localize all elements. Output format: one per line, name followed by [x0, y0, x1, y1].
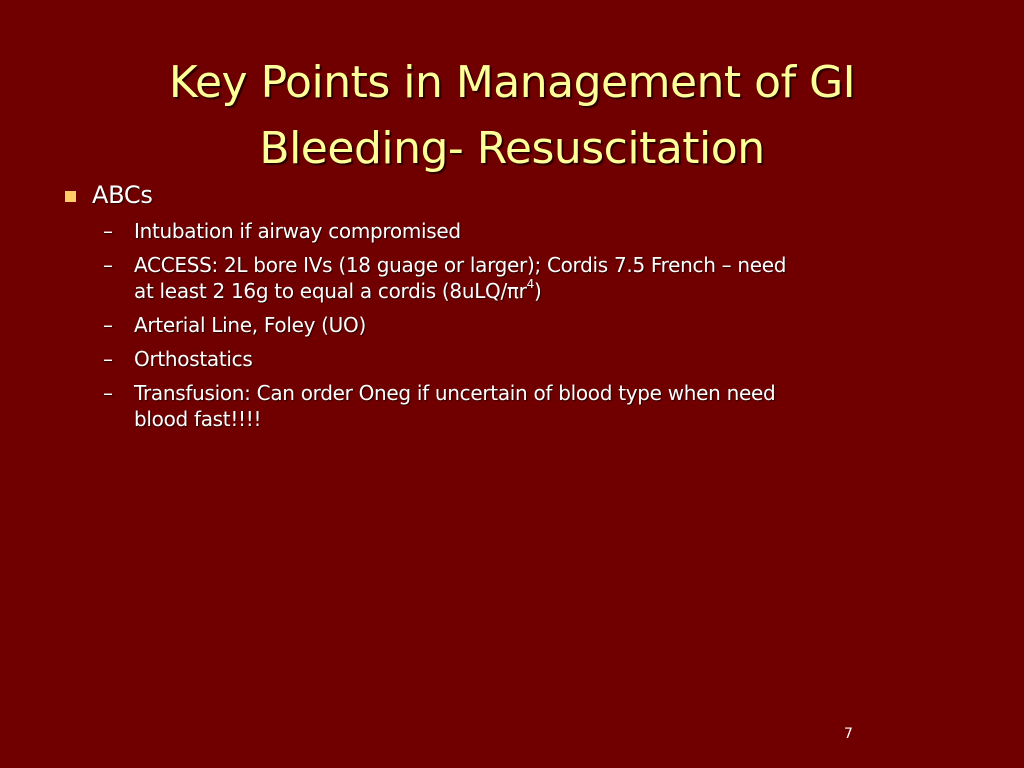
subitem-text: Intubation if airway compromised — [134, 219, 461, 243]
title-line-2: Bleeding- Resuscitation — [259, 123, 765, 174]
subitem-text-line1: Transfusion: Can order Oneg if uncertain of blood type when need — [134, 381, 776, 405]
subitem-text-line2: blood fast!!!! — [134, 407, 262, 431]
subitem-text-line2 — [134, 278, 964, 304]
slide-body — [0, 178, 1024, 440]
subitem-text: Arterial Line, Foley (UO) — [134, 313, 366, 337]
bullet-item-abcs — [0, 178, 1024, 218]
subitem-text: Orthostatics — [134, 347, 253, 371]
subitem-access — [0, 252, 1024, 304]
bullet-text: ABCs — [92, 181, 153, 209]
slide-title — [60, 50, 964, 182]
subitem-arterial-line — [0, 312, 1024, 338]
square-bullet-icon — [65, 191, 76, 202]
dash-marker: – — [103, 381, 113, 405]
dash-marker: – — [103, 253, 113, 277]
dash-marker: – — [103, 219, 113, 243]
subitem-intubation — [0, 218, 1024, 244]
subitem-orthostatics — [0, 346, 1024, 372]
subitem-text-line2-main: at least 2 16g to equal a cordis (8uLQ/πr — [134, 279, 527, 303]
page-number: 7 — [844, 726, 853, 742]
subitem-text-line2-end: ) — [533, 279, 542, 303]
title-line-1: Key Points in Management of GI — [168, 57, 856, 108]
dash-marker: – — [103, 347, 113, 371]
dash-marker: – — [103, 313, 113, 337]
subitem-transfusion — [0, 380, 1024, 432]
subitem-text-line1: ACCESS: 2L bore IVs (18 guage or larger); Cordis 7.5 French – need — [134, 253, 787, 277]
superscript-exponent: 4 — [526, 277, 534, 292]
